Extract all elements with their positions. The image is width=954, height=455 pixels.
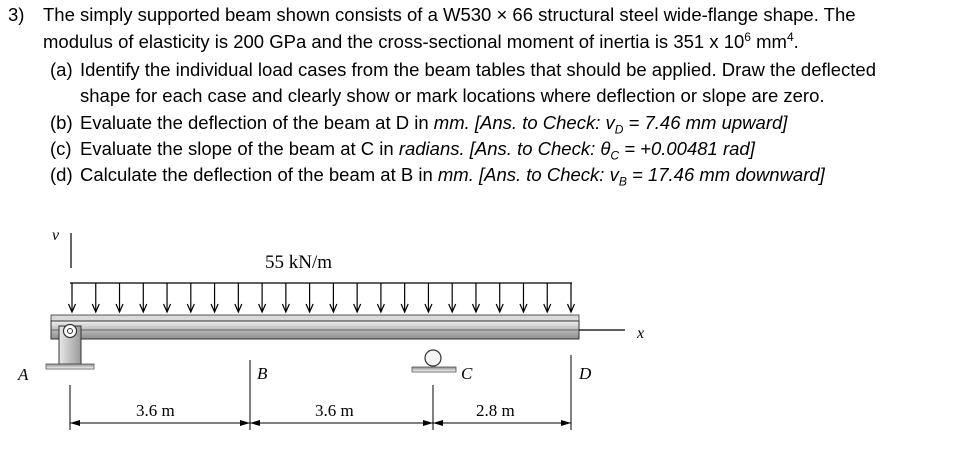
problem-number: 3) [8, 4, 25, 25]
part-d-label: (d) [50, 164, 73, 185]
part-a-line-2: shape for each case and clearly show or mark locations where deflection or slope are zero. [80, 85, 825, 106]
point-a-label: A [18, 365, 29, 384]
dimension-line [70, 401, 571, 426]
part-b-check: [Ans. to Check: $v_D = 7.46$ mm upward] [469, 112, 788, 137]
part-d-text: Calculate the deflection of the beam at B in mm. [Ans. to Check: $v_B = 17.46$ mm downward] [80, 164, 825, 189]
part-b-text: Evaluate the deflection of the beam at D in mm. [Ans. to Check: $v_D = 7.46$ mm upward] [80, 112, 788, 137]
part-b-label: (b) [50, 112, 73, 133]
roller-support-c [412, 350, 473, 383]
part-c-text: Evaluate the slope of the beam at C in radians. [Ans. to Check: $\theta_C = +0.00481$ rad] [80, 138, 755, 163]
part-c-check: [Ans. to Check: $\theta_C = +0.00481$ rad] [464, 138, 755, 163]
point-b-marker [250, 360, 268, 430]
distributed-load [69, 252, 575, 312]
part-c-label: (c) [50, 138, 72, 159]
x-axis [579, 325, 644, 342]
dimension-bc-label: 3.6 m [315, 401, 354, 420]
problem-intro-line-2: modulus of elasticity is 200 GPa and the cross-sectional moment of inertia is 351 x $10^6$ $mm^4$. [43, 29, 799, 52]
dimension-cd-label: 2.8 m [476, 401, 515, 420]
part-a-label: (a) [50, 59, 73, 80]
dimension-ab-label: 3.6 m [136, 401, 175, 420]
x-axis-label: x [637, 325, 645, 342]
point-d-label: D [579, 364, 592, 383]
point-b-label: B [257, 364, 268, 383]
v-axis [52, 227, 71, 268]
part-a-line-1: Identify the individual load cases from the beam tables that should be applied. Draw the deflected [80, 59, 876, 80]
load-label: 55 kN/m [265, 252, 333, 273]
point-c-label: C [461, 364, 473, 383]
beam [51, 315, 579, 339]
problem-intro-line-1: The simply supported beam shown consists of a W530 × 66 structural steel wide-flange shape. The [43, 4, 856, 25]
v-axis-label: v [52, 227, 60, 244]
part-d-check: [Ans. to Check: $v_B = 17.46$ mm downward] [473, 164, 825, 189]
point-d-marker [571, 355, 592, 430]
load-arrows [69, 283, 575, 312]
